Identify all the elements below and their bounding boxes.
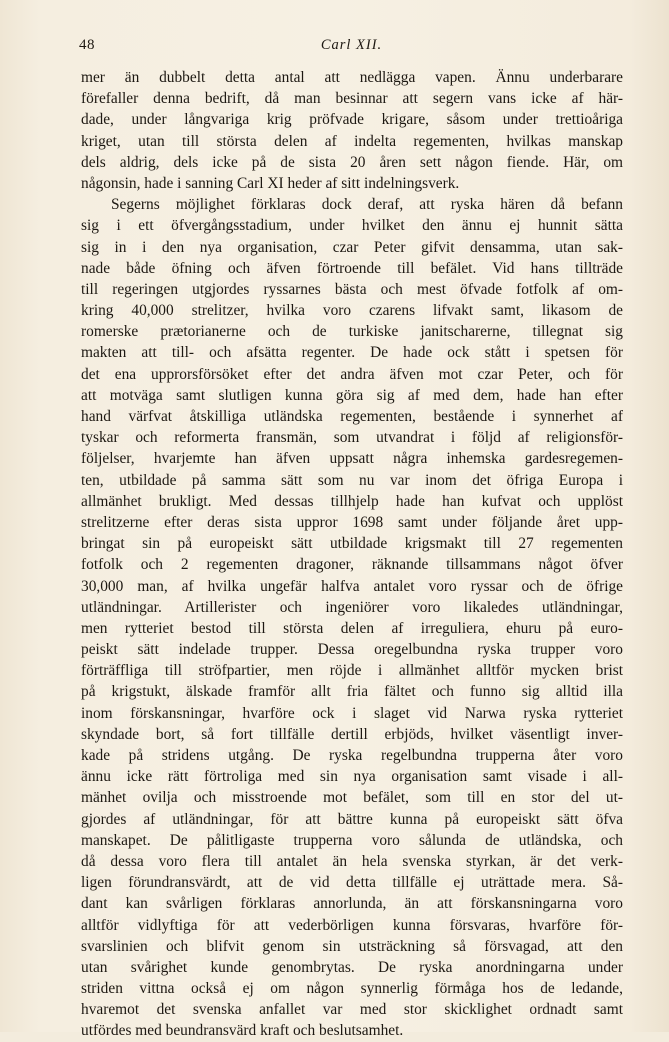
text-line: 30,000 man, af hvilka ungefär halfva antalet voro ryssar och de öfrige (81, 577, 623, 595)
paragraph (81, 67, 623, 194)
text-line: dels aldrig, dels icke på de sista 20 åren sett någon fiende. Här, om (81, 153, 623, 171)
text-line: ligen förundransvärdt, att de vid detta tillfälle ej uträttade mera. Så- (81, 874, 623, 892)
text-line: sig in i den nya organisation, czar Peter gifvit densamma, utan sak- (81, 238, 623, 256)
text-line: men rytteriet bestod till största delen af irreguliera, ehuru på euro- (81, 619, 623, 637)
text-line: på krigstukt, älskade framför allt fria fältet och funno sig alltid illa (81, 683, 623, 701)
text-line: Segerns möjlighet förklaras dock deraf, att ryska hären då befann (111, 196, 623, 214)
text-line: hand värfvat åtskilliga utländska regementen, bestående i synnerhet af (81, 408, 623, 425)
paragraph (81, 194, 623, 1042)
text-line: följelser, hvarjemte han äfven uppsatt några inhemska gardesregemen- (81, 450, 623, 468)
text-line: inom förskansningar, hvarföre ock i slaget vid Narwa ryska rytteriet (81, 704, 623, 722)
text-line: bringat sin på europeiskt sätt utbildade krigsmakt till 27 regementen (81, 535, 623, 553)
text-line: allmänhet brukligt. Med dessas tillhjelp hade han kufvat och upplöst (81, 492, 623, 510)
page-header (79, 37, 624, 61)
text-line: dant kan svårligen förklaras annorlunda, än att förskansningarna voro (81, 895, 623, 913)
text-line: mer än dubbelt detta antal att nedlägga vapen. Ännu underbarare (81, 69, 623, 86)
text-line: ten, utbildade på samma sätt som nu var inom det öfriga Europa i (81, 471, 623, 489)
text-line: tyskar och reformerta fransmän, som utvandrat i följd af religionsför- (81, 429, 623, 447)
text-line: någonsin, hade i sanning Carl XI heder af sitt indelningsverk. (81, 174, 460, 192)
text-line: då dessa voro flera till antalet än hela svenska styrkan, är det verk- (81, 852, 623, 870)
text-line: kade på stridens utgång. De ryska regelbundna trupperna åter voro (81, 747, 623, 764)
text-line: nade både öfning och äfven förtroende till befälet. Vid hans tillträde (81, 259, 623, 277)
text-line: mänhet ovilja och misstroende mot befälet, som till en stor del ut- (81, 789, 623, 807)
text-line: kriget, utan till största delen af indelta regementen, hvilkas manskap (81, 132, 623, 150)
running-title: Carl XII. (320, 37, 383, 53)
text-line: manskapet. De pålitligaste trupperna voro sålunda de utländska, och (81, 831, 623, 849)
text-line: skyndade bort, så fort tillfälle dertill erbjöds, hvilket väsentligt inver- (81, 725, 623, 743)
text-line: sig i ett öfvergångsstadium, under hvilket den ännu ej hunnit sätta (81, 217, 623, 235)
text-line: alltför vidlyftiga för att vederbörligen kunna försvaras, hvarföre för- (81, 916, 623, 934)
text-line: utan svårighet kunde genombrytas. De ryska anordningarna under (81, 958, 623, 976)
text-line: strelitzerne efter deras sista uppror 1698 samt under följande året upp- (81, 513, 623, 531)
text-line: hvaremot det svenska anfallet var med stor skicklighet ordnadt samt (81, 1001, 623, 1019)
text-line: peiskt sätt indelade trupper. Dessa oregelbundna ryska trupper voro (81, 641, 623, 659)
text-line: fotfolk och 2 regementen dragoner, räknande tillsammans något öfver (81, 556, 623, 574)
text-line: striden vittna också ej om någon synnerlig förmåga hos de ledande, (81, 980, 623, 998)
text-line: förefaller denna bedrift, då man besinnar att segern vans icke af här- (81, 90, 623, 108)
text-line: förträffliga till ströfpartier, men röjde i allmänhet alltför mycken brist (81, 662, 623, 680)
text-line: dade, under långvariga krig pröfvade krigare, såsom under trettioåriga (81, 111, 623, 129)
text-line: till regeringen utgjordes ryssarnes bästa och mest öfvade fotfolk af om- (81, 280, 623, 298)
page-number: 48 (79, 37, 95, 53)
body-text (81, 67, 623, 1042)
text-line: gjordes af utländningar, för att bättre kunna på europeiskt sätt öfva (81, 810, 623, 828)
text-line: utländningar. Artillerister och ingeniörer voro likaledes utländningar, (81, 598, 623, 616)
text-line: svarslinien och blifvit genom sin utsträckning så försvagad, att den (81, 937, 623, 955)
text-line: att motväga samt slutligen kunna göra sig af med dem, hade han efter (81, 386, 623, 404)
text-line: romerske prætorianerne och de turkiske janitscharerne, tillegnat sig (81, 323, 623, 341)
text-line: det ena upprorsförsöket efter det andra äfven mot czar Peter, och för (81, 365, 623, 383)
text-line: utfördes med beundransvärd kraft och beslutsamhet. (81, 1022, 404, 1040)
text-line: ännu icke rätt förtroliga med sin nya organisation samt visade i all- (81, 768, 623, 786)
text-line: kring 40,000 strelitzer, hvilka voro czarens lifvakt samt, likasom de (81, 302, 623, 320)
text-line: makten att till- och afsätta regenter. De hade ock stått i spetsen för (81, 344, 623, 362)
